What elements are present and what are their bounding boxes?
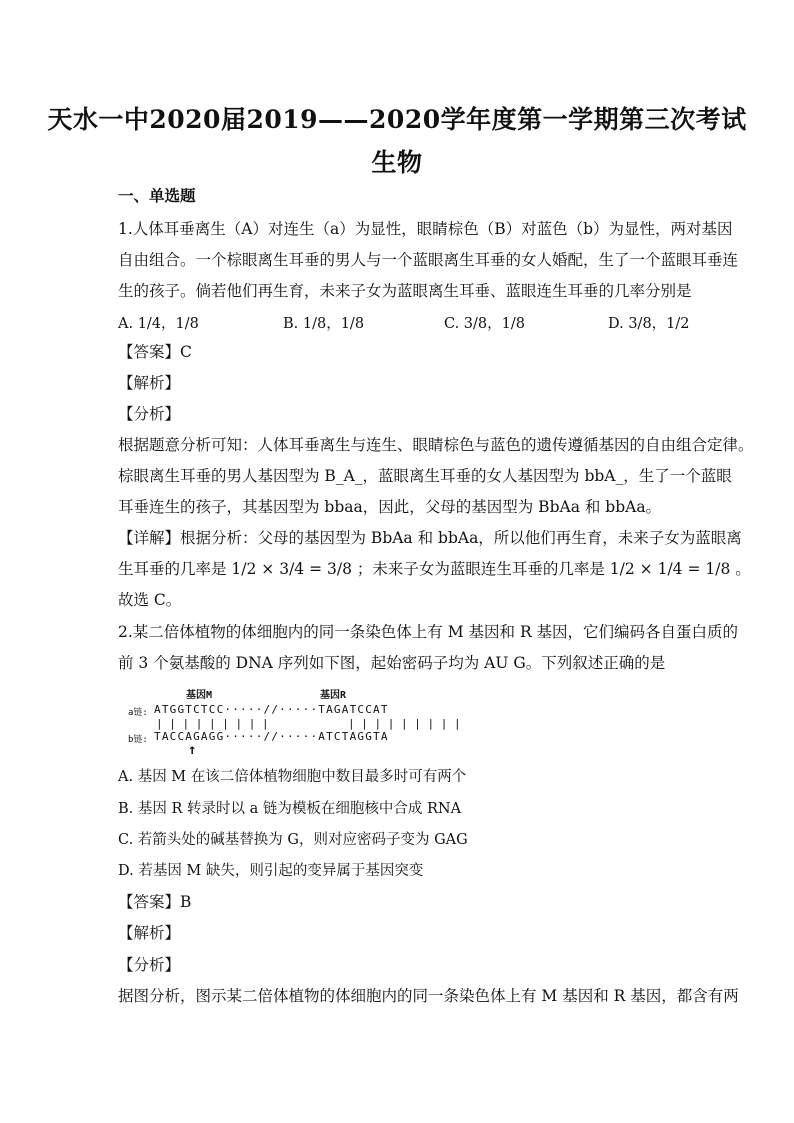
section-heading: 一、单选题: [118, 186, 196, 205]
q2-stem-line-1: 2.某二倍体植物的体细胞内的同一条染色体上有 M 基因和 R 基因，它们编码各自蛋白质的: [118, 623, 739, 641]
q1-option-c: C. 3/8，1/8: [444, 316, 525, 332]
q2-answer: 【答案】B: [118, 893, 192, 911]
q1-detail-line-3: 故选 C。: [118, 591, 182, 609]
q2-analysis-line-1: 据图分析，图示某二倍体植物的体细胞内的同一条染色体上有 M 基因和 R 基因，都含有两: [118, 987, 739, 1005]
q1-option-d: D. 3/8，1/2: [608, 316, 690, 332]
q1-fenxi-heading: 【分析】: [118, 405, 181, 423]
q2-jiexi-heading: 【解析】: [118, 924, 181, 942]
q1-analysis-line-2: 棕眼离生耳垂的男人基因型为 B_A_，蓝眼离生耳垂的女人基因型为 bbA_，生了一个蓝眼: [118, 467, 732, 485]
base-pair-lines: | | | | | | | | | | | | | | | | | |: [156, 717, 461, 730]
exam-title: 天水一中2020届2019——2020学年度第一学期第三次考试: [47, 105, 747, 134]
q2-stem-line-2: 前 3 个氨基酸的 DNA 序列如下图，起始密码子均为 AU G。下列叙述正确的是: [118, 654, 666, 672]
q1-detail-line-1: 【详解】根据分析：父母的基因型为 BbAa 和 bbAa，所以他们再生育，未来子女为蓝眼离: [118, 529, 742, 547]
q1-answer: 【答案】C: [118, 343, 192, 361]
q2-option-a: A. 基因 M 在该二倍体植物细胞中数目最多时可有两个: [118, 769, 467, 785]
q1-analysis-line-1: 根据题意分析可知：人体耳垂离生与连生、眼睛棕色与蓝色的遗传遵循基因的自由组合定律。: [118, 436, 754, 454]
q1-stem-line-3: 生的孩子。倘若他们再生育，未来子女为蓝眼离生耳垂、蓝眼连生耳垂的几率分别是: [118, 282, 692, 300]
q2-option-b: B. 基因 R 转录时以 a 链为模板在细胞核中合成 RNA: [118, 801, 462, 817]
mutation-arrow-icon: ↑: [188, 742, 197, 758]
q1-option-a: A. 1/4，1/8: [118, 316, 199, 332]
q1-stem-line-1: 1.人体耳垂离生（A）对连生（a）为显性，眼睛棕色（B）对蓝色（b）为显性，两对基因: [118, 220, 733, 238]
q2-option-d: D. 若基因 M 缺失，则引起的变异属于基因突变: [118, 863, 424, 879]
q1-jiexi-heading: 【解析】: [118, 374, 181, 392]
strand-a-sequence: ATGGTCTCC·····//·····TAGATCCAT: [154, 703, 389, 716]
q1-detail-line-2: 生耳垂的几率是 1/2 × 3/4 = 3/8 ；未来子女为蓝眼连生耳垂的几率是 1/2 × 1/4 = 1/8 。: [118, 560, 751, 578]
strand-b-sequence: TACCAGAGG·····//·····ATCTAGGTA: [154, 730, 389, 743]
strand-b-label: b链:: [128, 735, 148, 745]
gene-r-label: 基因R: [320, 690, 347, 701]
q1-stem-line-2: 自由组合。一个棕眼离生耳垂的男人与一个蓝眼离生耳垂的女人婚配，生了一个蓝眼耳垂连: [118, 251, 739, 269]
q1-option-b: B. 1/8，1/8: [283, 316, 365, 332]
q2-option-c: C. 若箭头处的碱基替换为 G，则对应密码子变为 GAG: [118, 832, 468, 848]
q2-fenxi-heading: 【分析】: [118, 956, 181, 974]
q1-analysis-line-3: 耳垂连生的孩子，其基因型为 bbaa，因此，父母的基因型为 BbAa 和 bbAa。: [118, 498, 662, 516]
gene-m-label: 基因M: [186, 690, 213, 701]
strand-a-label: a链:: [128, 708, 148, 718]
subject-title: 生物: [371, 148, 423, 177]
